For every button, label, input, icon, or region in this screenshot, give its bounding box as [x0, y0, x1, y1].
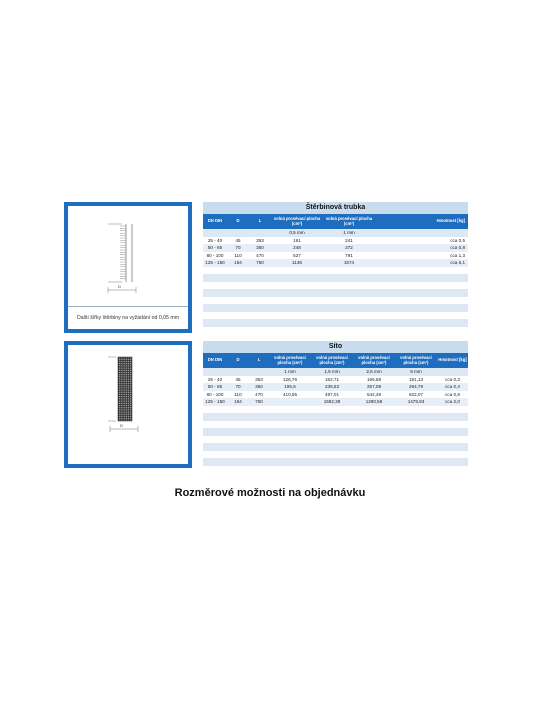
table-cell: 1290,58	[365, 399, 383, 405]
header-d: D	[236, 218, 240, 224]
sieve-table	[203, 341, 468, 466]
table-cell: 1,5 mm	[324, 369, 340, 375]
header-dn-din: DN DIN	[207, 357, 223, 363]
slotted-tube-dim-label: D	[118, 284, 121, 289]
table-cell: 542,48	[366, 391, 382, 397]
header-area-1: volná prosévací plocha (cm²)	[273, 215, 321, 226]
table-cell: 791	[345, 252, 353, 258]
table-cell: 191,13	[408, 376, 424, 382]
table-cell: 527	[293, 252, 301, 258]
unit-row	[203, 368, 468, 376]
table-row	[203, 259, 468, 267]
table-cell: cca 1,3	[450, 252, 465, 258]
table-cell: cca 0,8	[445, 391, 460, 397]
header-weight: Hmotnost [kg]	[436, 218, 465, 224]
table-cell: cca 0,8	[450, 245, 465, 251]
table-cell: 294,79	[408, 384, 424, 390]
table-cell: 257,08	[366, 384, 382, 390]
table-cell: 622,07	[408, 391, 424, 397]
table-cell: 1 mm	[343, 230, 355, 236]
table-cell: 50 - 65	[207, 384, 223, 390]
table-cell: 25 - 40	[207, 237, 223, 243]
table-cell: 372	[345, 245, 353, 251]
table-row	[203, 244, 468, 252]
table-row	[203, 252, 468, 260]
header-d: D	[236, 357, 240, 363]
table-row	[203, 376, 468, 384]
table-cell: 125 - 150	[205, 260, 225, 266]
sieve-table-header	[203, 353, 468, 368]
table-cell: 45	[235, 376, 241, 382]
table-cell: 195,5	[284, 384, 296, 390]
table-cell: 161	[293, 237, 301, 243]
sieve-dim-label: D	[120, 423, 123, 428]
table-cell: 25 - 40	[207, 376, 223, 382]
table-cell: 164	[234, 399, 242, 405]
table-cell: 350	[256, 245, 264, 251]
slotted-tube-table	[203, 202, 468, 327]
table-row	[203, 391, 468, 399]
table-cell: 353	[256, 237, 264, 243]
table-cell: 80 - 100	[206, 252, 224, 258]
sieve-drawing	[68, 345, 188, 464]
table-cell: cca 6,1	[450, 260, 465, 266]
header-area-2: volná prosévací plocha (cm²)	[316, 354, 348, 365]
table-cell: 70	[235, 245, 241, 251]
table-cell: 152,71	[324, 376, 340, 382]
header-dn-din: DN DIN	[207, 218, 223, 224]
header-weight: Hmotnost [kg]	[438, 357, 467, 363]
header-l: L	[257, 357, 261, 363]
slotted-tube-table-header	[203, 214, 468, 229]
table-cell: 1479,93	[407, 399, 425, 405]
header-area-2: volná prosévací plocha (cm²)	[325, 215, 373, 226]
table-cell: 750	[255, 399, 263, 405]
table-cell: 80 - 100	[206, 391, 224, 397]
slotted-tube-drawing	[68, 206, 188, 306]
table-cell: 1582,38	[323, 399, 341, 405]
table-cell: 0,5 mm	[289, 230, 305, 236]
table-cell: 166,68	[366, 376, 382, 382]
table-row	[203, 398, 468, 406]
table-cell: 164	[234, 260, 242, 266]
slotted-tube-table-title: Štěrbinová trubka	[203, 202, 468, 214]
table-cell: 126,76	[282, 376, 298, 382]
table-cell: 750	[256, 260, 264, 266]
table-cell: 125 - 150	[205, 399, 225, 405]
table-cell: 1136	[292, 260, 302, 266]
table-cell: 50 - 65	[207, 245, 223, 251]
table-cell: 1574	[343, 260, 355, 266]
header-area-3: volná prosévací plocha (cm²)	[358, 354, 390, 365]
header-area-1: volná prosévací plocha (cm²)	[274, 354, 306, 365]
table-cell: 353	[255, 376, 263, 382]
table-cell: cca 0,5	[450, 237, 465, 243]
table-cell: 470	[256, 252, 264, 258]
table-cell: cca 2,0	[445, 399, 460, 405]
unit-row	[203, 229, 468, 237]
slotted-tube-diagram-frame	[64, 202, 192, 333]
table-cell: 410,55	[282, 391, 298, 397]
table-cell: 241	[345, 237, 353, 243]
table-row	[203, 237, 468, 245]
table-cell: 8 mm	[410, 369, 422, 375]
table-cell: 110	[234, 391, 242, 397]
sieve-diagram-frame	[64, 341, 192, 468]
table-cell: 2,5 mm	[366, 369, 382, 375]
table-cell: 497,01	[324, 391, 340, 397]
header-area-4: volná prosévací plocha (cm²)	[400, 354, 432, 365]
header-l: L	[258, 218, 262, 224]
table-cell: cca 0,3	[445, 376, 460, 382]
table-cell: 70	[235, 384, 241, 390]
table-cell: 470	[255, 391, 263, 397]
table-cell: 350	[255, 384, 263, 390]
table-row	[203, 383, 468, 391]
table-cell: 1 mm	[284, 369, 296, 375]
table-cell: 248	[293, 245, 301, 251]
sieve-table-title: Síto	[203, 341, 468, 353]
options-caption: Rozměrové možnosti na objednávku	[174, 487, 366, 499]
table-cell: 110	[234, 252, 242, 258]
table-cell: 235,53	[324, 384, 340, 390]
slot-width-note: Další šířky štěrbiny na vyžádání od 0,05 mm	[68, 306, 188, 329]
table-cell: 45	[235, 237, 241, 243]
table-cell: cca 0,4	[445, 384, 460, 390]
